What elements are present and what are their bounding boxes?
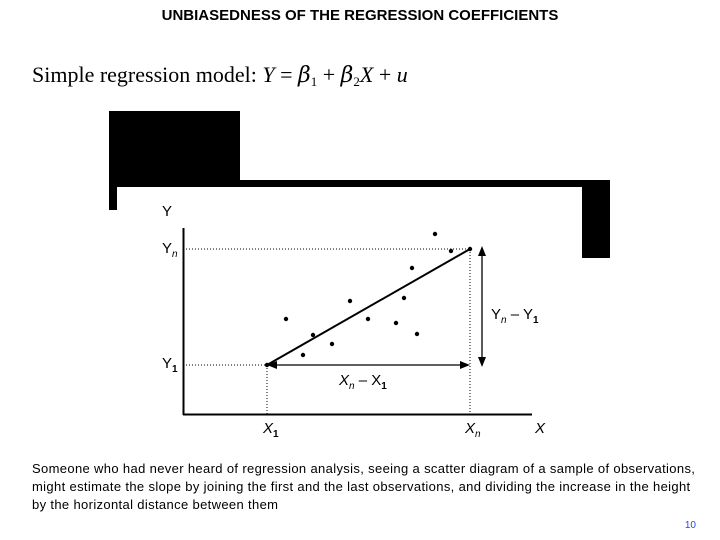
model-beta2: β: [340, 63, 354, 88]
run-arrow-head-right: [460, 361, 470, 369]
model-beta1: β: [298, 63, 311, 88]
observation-point: [366, 317, 370, 321]
observation-point: [284, 317, 288, 321]
observation-point: [449, 249, 453, 253]
observation-point: [311, 333, 315, 337]
model-equals: =: [280, 62, 293, 87]
observation-point: [394, 321, 398, 325]
y-axis-label: Y: [162, 203, 173, 220]
slide-title: UNBIASEDNESS OF THE REGRESSION COEFFICIENTS: [161, 7, 559, 24]
page-number: 10: [684, 520, 696, 531]
observation-point: [265, 363, 269, 367]
x1-label: $X_1$: [263, 420, 279, 440]
model-x: X: [359, 62, 374, 87]
observation-point: [433, 232, 437, 236]
model-plus1: +: [322, 62, 336, 87]
observation-point: [348, 299, 352, 303]
model-plus2: +: [378, 62, 392, 87]
observation-point: [410, 266, 414, 270]
model-u: u: [396, 62, 408, 87]
x-axis-label: X: [535, 420, 546, 437]
run-label: $X_n - X_1$: [339, 372, 387, 392]
rise-arrow-head-top: [478, 246, 486, 256]
observation-point: [301, 353, 305, 357]
observation-point: [402, 296, 406, 300]
rise-arrow-head-bottom: [478, 357, 486, 367]
xn-label: $X_n$: [465, 420, 481, 440]
caption-text: Someone who had never heard of regression analysis, seeing a scatter diagram of a sample of observations, might estimate the slope by joining the first and the last observations, and dividing the increase in the height by the horizontal distance between them: [32, 461, 696, 512]
observation-point: [415, 332, 419, 336]
y1-label: $Y_1$: [162, 355, 178, 375]
model-y: Y: [262, 62, 275, 87]
rise-label: $Y_n - Y_1$: [491, 306, 539, 326]
first-last-line: [267, 249, 470, 365]
model-beta2-sub: 2: [353, 74, 360, 89]
yn-label: $Y_n$: [162, 240, 178, 260]
observation-point: [468, 247, 472, 251]
model-beta1-sub: 1: [310, 74, 318, 89]
observation-point: [330, 342, 334, 346]
model-prefix: Simple regression model:: [32, 62, 257, 87]
